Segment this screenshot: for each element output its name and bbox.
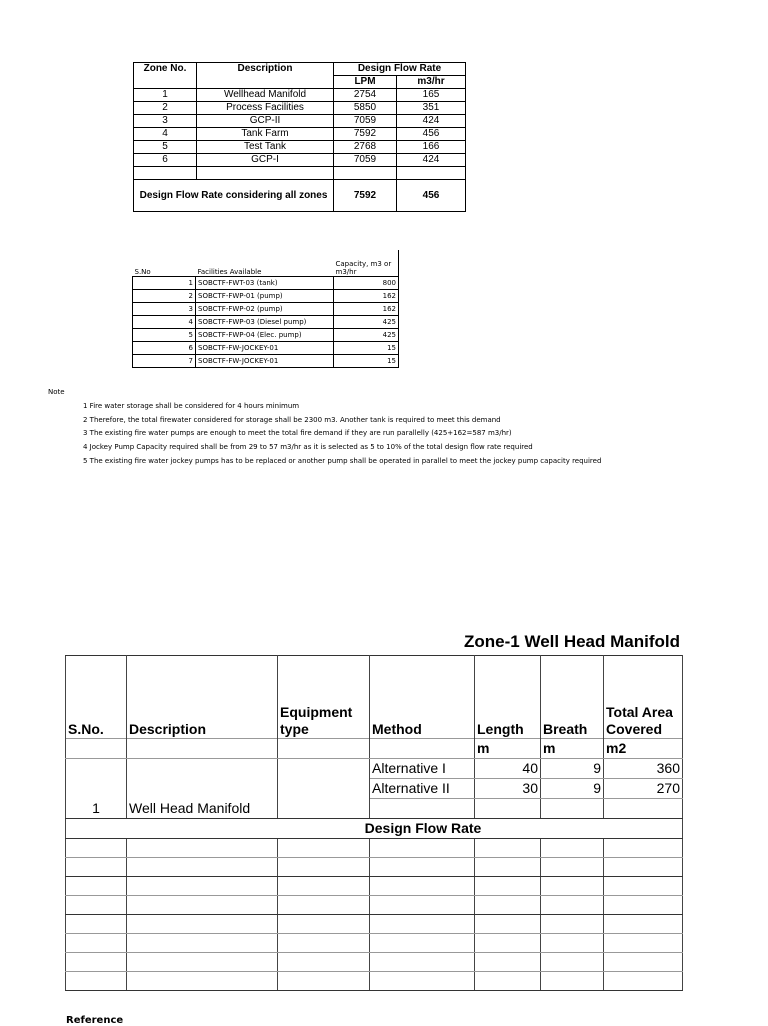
unit-area: m2 (604, 739, 683, 759)
facility-no: 4 (133, 316, 196, 329)
header-sno: S.No. (66, 656, 127, 739)
zone-no: 5 (134, 141, 197, 154)
facility-capacity: 162 (334, 303, 399, 316)
zone-lpm: 7059 (334, 115, 397, 128)
zone-description: GCP-I (197, 154, 334, 167)
table-row (133, 303, 399, 316)
facility-name: SOBCTF-FWP-02 (pump) (196, 303, 334, 316)
header-facilities: Facilities Available (197, 268, 262, 276)
facility-name: SOBCTF-FW-JOCKEY-01 (196, 342, 334, 355)
facility-name: SOBCTF-FW-JOCKEY-01 (196, 355, 334, 368)
alt-breath: 9 (541, 779, 604, 799)
facility-no: 5 (133, 329, 196, 342)
header-description: Description (127, 656, 278, 739)
header-total-area: Total Area Covered (604, 656, 683, 739)
header-equipment-type: Equipment type (278, 656, 370, 739)
zone-no: 6 (134, 154, 197, 167)
zone-lpm: 7592 (334, 128, 397, 141)
table-row (134, 115, 466, 128)
table-row (66, 759, 683, 779)
table-row (134, 141, 466, 154)
item-description: Well Head Manifold (127, 759, 278, 819)
zone-m3hr: 166 (397, 141, 466, 154)
header-length: Length (475, 656, 541, 739)
table-row (134, 154, 466, 167)
reference-label: Reference (66, 1015, 124, 1026)
table-row (133, 342, 399, 355)
zone-description: Test Tank (197, 141, 334, 154)
note-label: Note (48, 388, 65, 396)
unit-length: m (475, 739, 541, 759)
notes-list (83, 400, 601, 469)
facility-no: 1 (133, 277, 196, 290)
zone-m3hr: 456 (397, 128, 466, 141)
zone-no: 1 (134, 89, 197, 102)
table-row (133, 316, 399, 329)
total-lpm: 7592 (334, 180, 397, 212)
zone-lpm: 2768 (334, 141, 397, 154)
alt-breath: 9 (541, 759, 604, 779)
zone-lpm: 5850 (334, 102, 397, 115)
facility-capacity: 15 (334, 342, 399, 355)
zone-description: Wellhead Manifold (197, 89, 334, 102)
alt-method: Alternative II (370, 779, 475, 799)
zone-no: 4 (134, 128, 197, 141)
header-sno: S.No (134, 268, 151, 276)
header-zone-no: Zone No. (134, 63, 197, 89)
facility-capacity: 425 (334, 329, 399, 342)
zone-description: Process Facilities (197, 102, 334, 115)
zone-description: GCP-II (197, 115, 334, 128)
zone-no: 2 (134, 102, 197, 115)
zone-lpm: 2754 (334, 89, 397, 102)
note-item: 4 Jockey Pump Capacity required shall be from 29 to 57 m3/hr as it is selected as 5 to 10% of the total design flow rate required (83, 443, 533, 452)
zone-m3hr: 424 (397, 154, 466, 167)
facility-name: SOBCTF-FWP-03 (Diesel pump) (196, 316, 334, 329)
header-breath: Breath (541, 656, 604, 739)
table-row (134, 89, 466, 102)
header-description: Description (197, 63, 334, 89)
item-equipment-type (278, 759, 370, 819)
zone-m3hr: 424 (397, 115, 466, 128)
note-item: 1 Fire water storage shall be considered for 4 hours minimum (83, 402, 300, 410)
table-row (133, 277, 399, 290)
zone-flow-table (133, 62, 466, 212)
zone-description: Tank Farm (197, 128, 334, 141)
header-method: Method (370, 656, 475, 739)
table-row (134, 128, 466, 141)
note-item: 5 The existing fire water jockey pumps has to be replaced or another pump shall be operated in parallel to meet the jockey pump capacity required (83, 456, 602, 465)
alt-length: 30 (475, 779, 541, 799)
alt-area: 360 (604, 759, 683, 779)
facility-no: 3 (133, 303, 196, 316)
total-row (134, 180, 466, 212)
zone-lpm: 7059 (334, 154, 397, 167)
alt-area: 270 (604, 779, 683, 799)
header-capacity: Capacity, m3 or m3/hr (334, 250, 399, 277)
facility-name: SOBCTF-FWP-04 (Elec. pump) (196, 329, 334, 342)
facility-no: 7 (133, 355, 196, 368)
zone-m3hr: 165 (397, 89, 466, 102)
table-row (133, 329, 399, 342)
zone-no: 3 (134, 115, 197, 128)
facility-capacity: 800 (334, 277, 399, 290)
table-row (134, 102, 466, 115)
facility-name: SOBCTF-FWP-01 (pump) (196, 290, 334, 303)
table-row (133, 290, 399, 303)
facility-name: SOBCTF-FWT-03 (tank) (196, 277, 334, 290)
facility-capacity: 425 (334, 316, 399, 329)
item-no: 1 (66, 759, 127, 819)
section-design-flow-rate: Design Flow Rate (66, 819, 683, 839)
facility-no: 6 (133, 342, 196, 355)
table-row (133, 355, 399, 368)
header-lpm: LPM (334, 76, 397, 89)
total-m3hr: 456 (397, 180, 466, 212)
total-label: Design Flow Rate considering all zones (134, 180, 334, 212)
header-m3hr: m3/hr (397, 76, 466, 89)
note-item: 2 Therefore, the total firewater considered for storage shall be 2300 m3. Another tank is required to meet this demand (83, 415, 501, 424)
alt-length: 40 (475, 759, 541, 779)
facility-capacity: 15 (334, 355, 399, 368)
facility-no: 2 (133, 290, 196, 303)
facility-capacity: 162 (334, 290, 399, 303)
zone1-title: Zone-1 Well Head Manifold (464, 632, 680, 651)
facilities-table (132, 250, 399, 368)
zone-m3hr: 351 (397, 102, 466, 115)
blank-row (134, 167, 466, 180)
header-design-flow-rate: Design Flow Rate (334, 63, 466, 76)
note-item: 3 The existing fire water pumps are enough to meet the total fire demand if they are run parallelly (425+162=587 m3/hr) (83, 429, 512, 438)
unit-breath: m (541, 739, 604, 759)
alt-method: Alternative I (370, 759, 475, 779)
zone1-table (65, 655, 683, 991)
